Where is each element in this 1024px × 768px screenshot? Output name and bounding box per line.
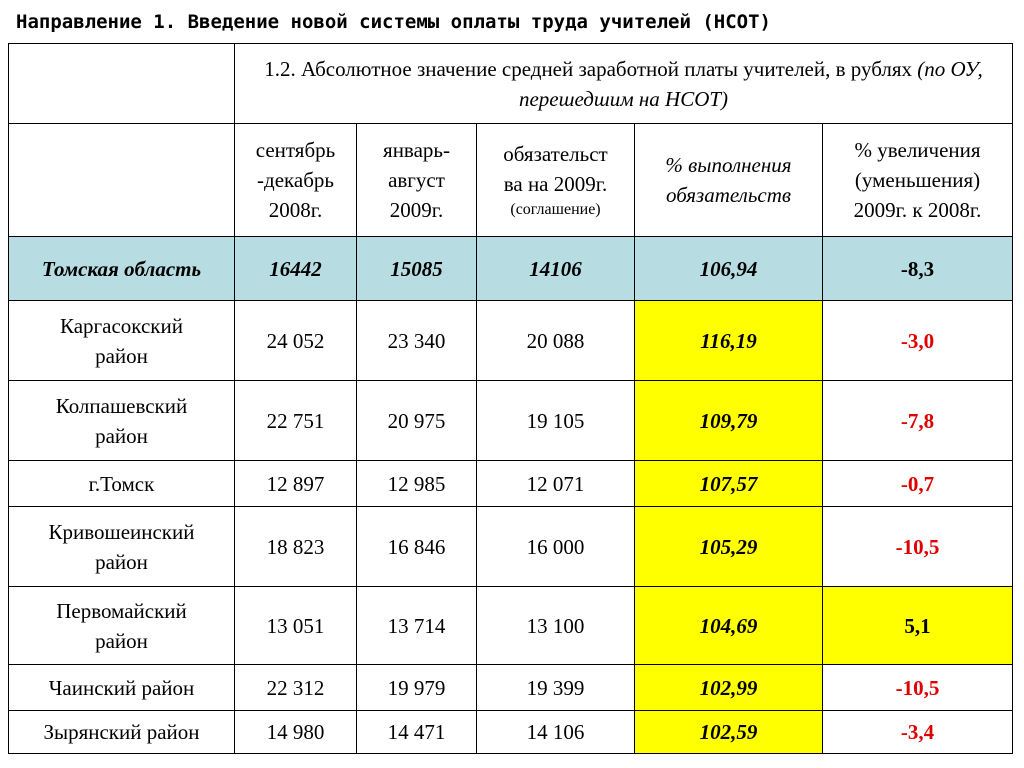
table-row xyxy=(9,587,1013,665)
cell-change: -3,0 xyxy=(823,301,1013,381)
header-line: -декабрь xyxy=(257,168,334,192)
header-line: 2009г. xyxy=(389,198,444,222)
cell-obligations: 12 071 xyxy=(477,461,635,507)
table-header-row-2 xyxy=(9,124,1013,237)
column-header-fulfillment xyxy=(635,124,823,237)
header-line: (уменьшения) xyxy=(854,168,981,192)
salary-table xyxy=(8,43,1013,754)
cell-sep-dec: 22 312 xyxy=(235,665,357,711)
row-name xyxy=(9,507,235,587)
cell-fulfillment: 102,99 xyxy=(635,665,823,711)
cell-change: -0,7 xyxy=(823,461,1013,507)
cell-change: 5,1 xyxy=(823,587,1013,665)
header-line: август xyxy=(388,168,445,192)
header-line: ва на 2009г. xyxy=(503,172,608,196)
cell-jan-aug: 13 714 xyxy=(357,587,477,665)
cell-jan-aug: 12 985 xyxy=(357,461,477,507)
cell-jan-aug: 16 846 xyxy=(357,507,477,587)
row-name-line: Первомайский xyxy=(56,598,187,623)
cell-sep-dec: 12 897 xyxy=(235,461,357,507)
cell-change: -7,8 xyxy=(823,381,1013,461)
cell-sep-dec: 16442 xyxy=(235,237,357,301)
empty-corner-cell xyxy=(9,44,235,124)
cell-sep-dec: 13 051 xyxy=(235,587,357,665)
cell-obligations: 14106 xyxy=(477,237,635,301)
slide-title: Направление 1. Введение новой системы оплаты труда учителей (НСОТ) xyxy=(16,11,771,33)
row-name-line: район xyxy=(95,343,148,368)
header-line: 2008г. xyxy=(268,198,323,222)
cell-fulfillment: 116,19 xyxy=(635,301,823,381)
table-row xyxy=(9,711,1013,754)
table-row-total xyxy=(9,237,1013,301)
empty-name-header xyxy=(9,124,235,237)
cell-jan-aug: 15085 xyxy=(357,237,477,301)
cell-fulfillment: 107,57 xyxy=(635,461,823,507)
cell-obligations: 20 088 xyxy=(477,301,635,381)
row-name-line: Кривошеинский xyxy=(48,519,195,544)
row-name-line: район xyxy=(95,549,148,574)
row-name: Томская область xyxy=(9,237,235,301)
column-header-jan-aug xyxy=(357,124,477,237)
row-name-line: Каргасокский xyxy=(60,313,183,338)
table-header-row-1 xyxy=(9,44,1013,124)
header-line: сентябрь xyxy=(255,138,336,162)
cell-obligations: 16 000 xyxy=(477,507,635,587)
cell-fulfillment: 106,94 xyxy=(635,237,823,301)
column-header-change xyxy=(823,124,1013,237)
cell-change: -10,5 xyxy=(823,665,1013,711)
row-name-line: Колпашевский xyxy=(55,393,188,418)
span-header-cell xyxy=(235,44,1013,124)
cell-sep-dec: 22 751 xyxy=(235,381,357,461)
table-row xyxy=(9,507,1013,587)
cell-fulfillment: 109,79 xyxy=(635,381,823,461)
header-line: % выполнения xyxy=(665,153,792,177)
cell-change: -8,3 xyxy=(823,237,1013,301)
table-row xyxy=(9,461,1013,507)
column-header-obligations xyxy=(477,124,635,237)
row-name: Чаинский район xyxy=(9,665,235,711)
cell-change: -3,4 xyxy=(823,711,1013,754)
header-line: январь- xyxy=(383,138,450,162)
table-row xyxy=(9,301,1013,381)
span-header-italic: (по ОУ, перешедшим на НСОТ) xyxy=(518,56,983,111)
cell-sep-dec: 24 052 xyxy=(235,301,357,381)
table-row xyxy=(9,665,1013,711)
header-line: обязательст xyxy=(503,142,608,166)
row-name: г.Томск xyxy=(9,461,235,507)
header-line: обязательств xyxy=(666,183,791,207)
header-line: % увеличения xyxy=(854,138,981,162)
cell-sep-dec: 14 980 xyxy=(235,711,357,754)
row-name xyxy=(9,381,235,461)
row-name xyxy=(9,301,235,381)
header-note: (соглашение) xyxy=(510,201,601,218)
cell-fulfillment: 102,59 xyxy=(635,711,823,754)
cell-sep-dec: 18 823 xyxy=(235,507,357,587)
cell-change: -10,5 xyxy=(823,507,1013,587)
cell-jan-aug: 23 340 xyxy=(357,301,477,381)
table-row xyxy=(9,381,1013,461)
cell-jan-aug: 14 471 xyxy=(357,711,477,754)
cell-obligations: 19 399 xyxy=(477,665,635,711)
cell-obligations: 14 106 xyxy=(477,711,635,754)
cell-obligations: 13 100 xyxy=(477,587,635,665)
row-name xyxy=(9,587,235,665)
cell-jan-aug: 19 979 xyxy=(357,665,477,711)
row-name: Зырянский район xyxy=(9,711,235,754)
cell-fulfillment: 104,69 xyxy=(635,587,823,665)
span-header-text: 1.2. Абсолютное значение средней заработной платы учителей, в рублях xyxy=(264,56,918,81)
cell-fulfillment: 105,29 xyxy=(635,507,823,587)
column-header-sep-dec xyxy=(235,124,357,237)
row-name-line: район xyxy=(95,628,148,653)
header-line: 2009г. к 2008г. xyxy=(853,198,982,222)
cell-jan-aug: 20 975 xyxy=(357,381,477,461)
row-name-line: район xyxy=(95,423,148,448)
cell-obligations: 19 105 xyxy=(477,381,635,461)
